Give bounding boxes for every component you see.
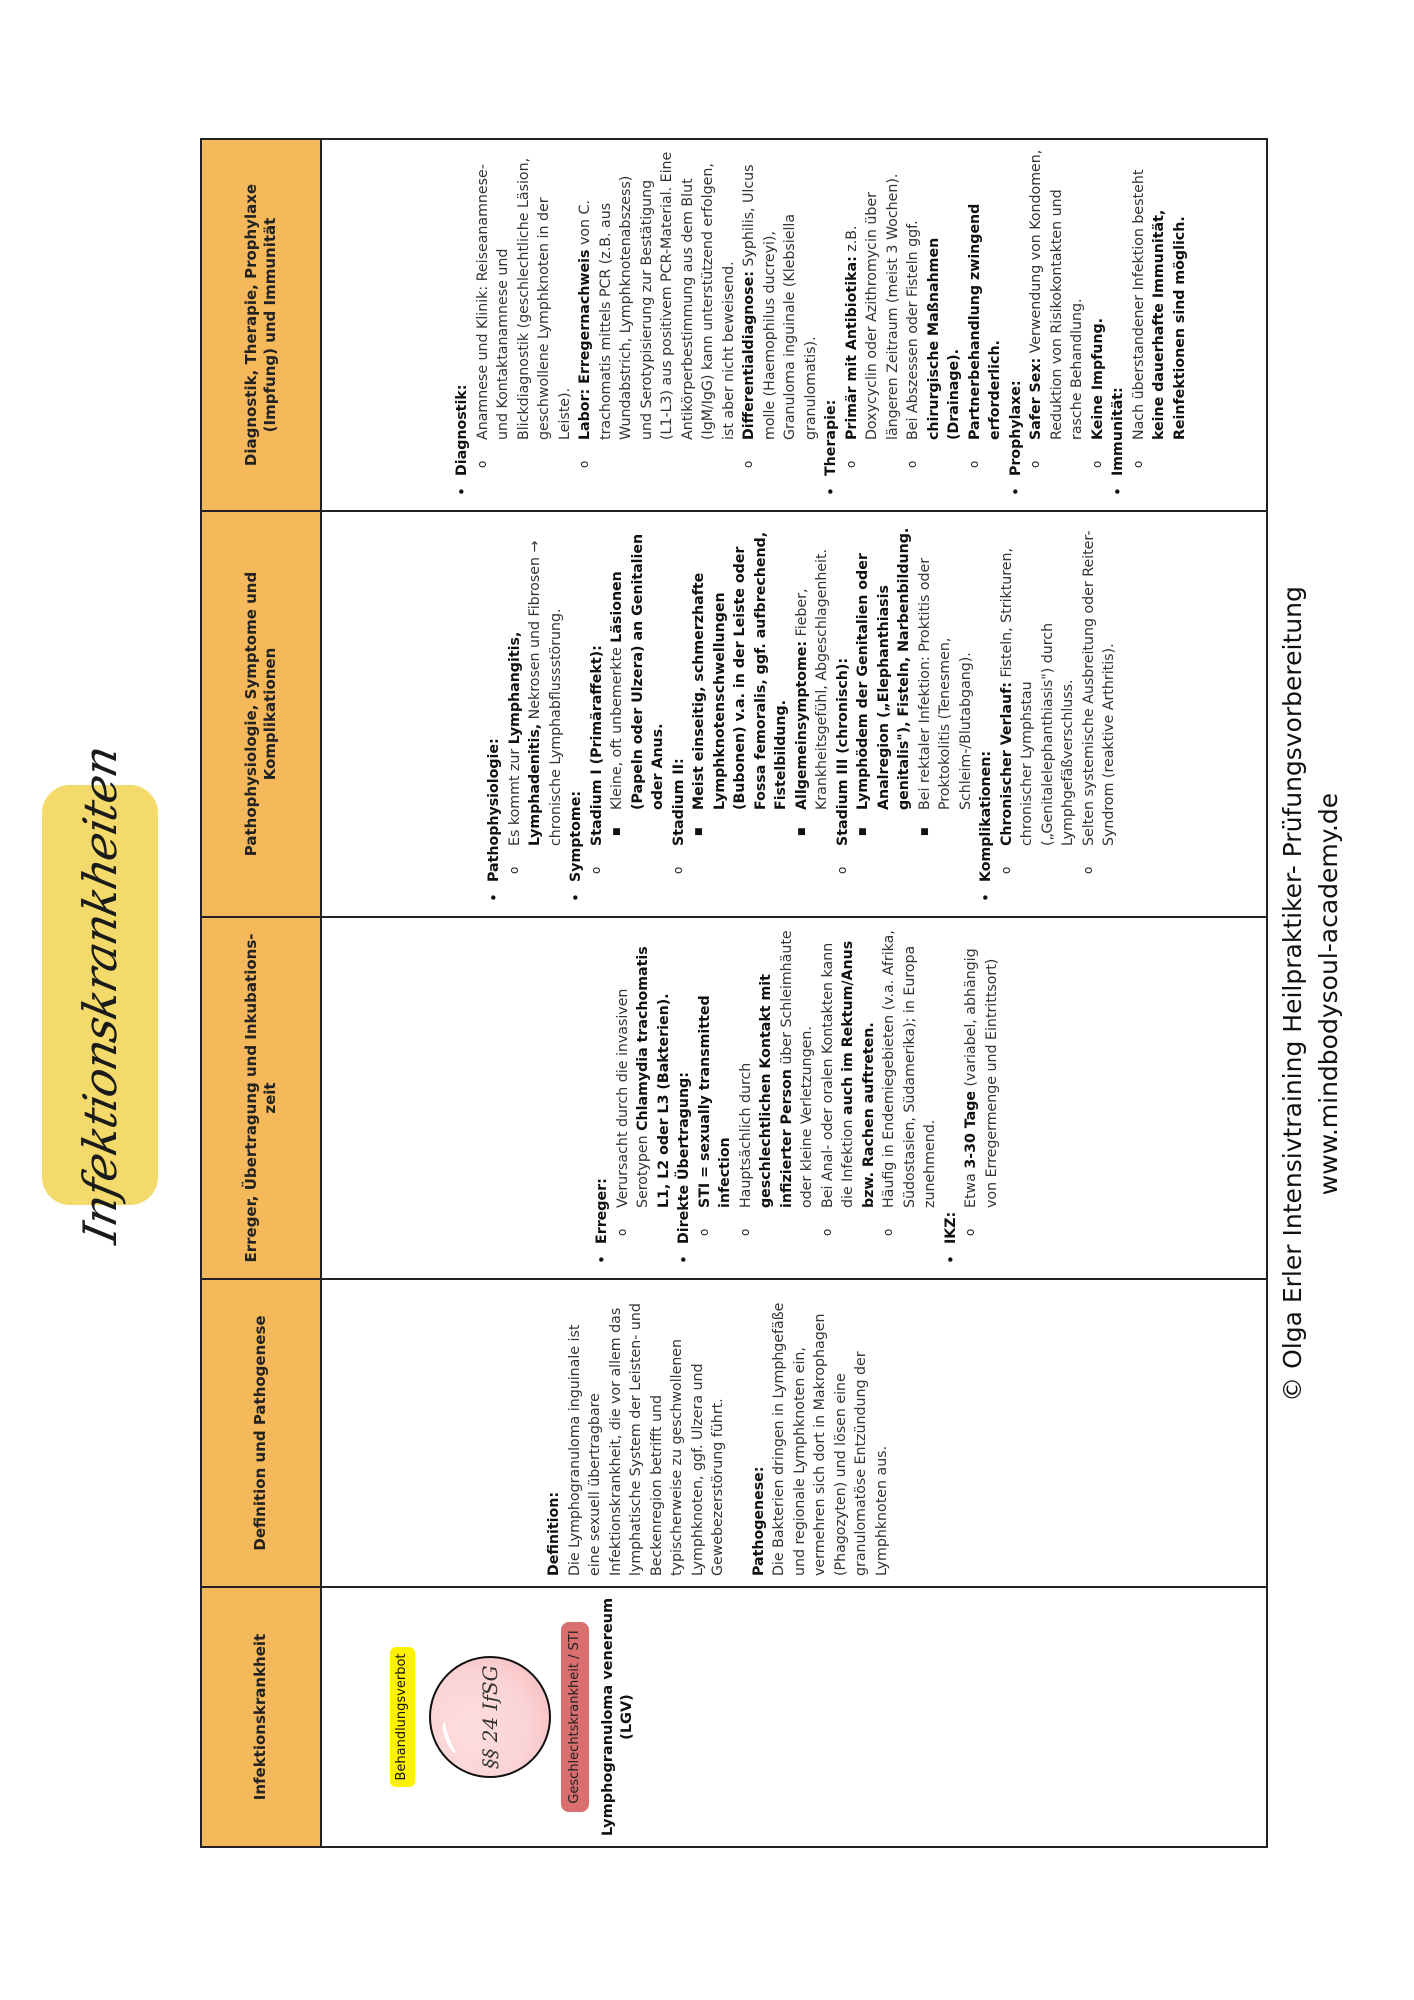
- list-item: o Stadium III (chronisch): ■ Lymphödem der Genitalien oder Analregion („Elephanthiasis genitalis"), Fisteln, Narbenbildung. ■ Bei rektaler Infektion: Proktitis oder Proktokolitis (Tenesmen, Schleim-/Blutabgang).: [833, 520, 977, 882]
- treatment-ban-badge: Behandlungsverbot: [390, 1647, 415, 1786]
- list-item: • Immunität: o Nach überstandener Infektion besteht keine dauerhafte Immunität, Reinfektionen sind möglich.: [1108, 148, 1190, 498]
- list-item: o Selten systemische Ausbreitung oder Reiter-Syndrom (reaktive Arthritis).: [1079, 520, 1120, 882]
- list-item: • Erreger: o Verursacht durch die invasiven Serotypen Chlamydia trachomatis L1, L2 oder L3 (Bakterien).: [592, 926, 674, 1266]
- ifsg-stamp-label: §§ 24 IfSG: [477, 1665, 502, 1769]
- table-header-row: [201, 139, 321, 1847]
- list-item: • Symptome: o Stadium I (Primäraffekt): ■ Kleine, oft unbemerkte Läsionen (Papeln oder Ulzera) an Genitalien oder Anus. o Stadium II: ■ Meist einseitig, schmerzhafte Lymphknotenschwellungen (Bubonen) v.a. in der Leiste oder Fossa femoralis, ggf. aufbrechend, Fistelbildung. ■ Allgemeinsymptome: Fieber, Krankheitsgefühl, Abgeschlagenheit. o Stadium III (chronisch): ■ Lymphödem der Genitalien oder Analregion („Elephanthiasis genitalis"), Fisteln, Narbenbildung. ■ Bei rektaler Infektion: Proktitis oder Proktokolitis (Tenesmen, Schleim-/Blutabgang).: [566, 520, 976, 904]
- list-item: • Direkte Übertragung: o STI = sexually transmitted infection o Hauptsächlich durch geschlechtlichen Kontakt mit infizierter Person über Schleimhäute oder kleine Verletzungen. o Bei Anal- oder oralen Kontakten kann die Infektion auch im Rektum/Anus bzw. Rachen auftreten. o Häufig in Endemiegebieten (v.a. Afrika, Südostasien, Südamerika); in Europa zunehmend.: [674, 926, 941, 1266]
- shine-highlight: [439, 1719, 462, 1755]
- list-item: o Partnerbehandlung zwingend erforderlich.: [965, 148, 1006, 476]
- definition-label: Definition:: [546, 1491, 562, 1576]
- sti-category-badge: Geschlechtskrankheit / STI: [561, 1622, 590, 1811]
- cell-disease: [321, 1587, 1267, 1847]
- ifsg-stamp-icon: [429, 1656, 551, 1778]
- list-item: • Komplikationen: o Chronischer Verlauf: Fisteln, Strikturen, chronischer Lymphstau („Genitalelephanthiasis") durch Lymphgefäßverschluss. o Selten systemische Ausbreitung oder Reiter-Syndrom (reaktive Arthritis).: [976, 520, 1120, 904]
- list-item: o Verursacht durch die invasiven Serotypen Chlamydia trachomatis L1, L2 oder L3 (Bakterien).: [613, 926, 675, 1244]
- website-link[interactable]: www.mindbodysoul-academy.de: [1314, 792, 1343, 1196]
- list-item: o Nach überstandener Infektion besteht keine dauerhafte Immunität, Reinfektionen sind möglich.: [1129, 148, 1191, 476]
- list-item: ■ Kleine, oft unbemerkte Läsionen (Papeln oder Ulzera) an Genitalien oder Anus.: [607, 520, 669, 846]
- cell-erreger: [321, 917, 1267, 1279]
- list-item: o Labor: Erregernachweis von C. trachomatis mittels PCR (z.B. aus Wundabstrich, Lymphknotenabszess) und Serotypisierung zur Bestätigung (L1-L3) aus positivem PCR-Material. Eine Antikörperbestimmung aus dem Blut (IgM/IgG) kann unterstützend erfolgen, ist aber nicht beweisend.: [575, 148, 739, 476]
- copyright-text: © Olga Erler Intensivtraining Heilpraktiker- Prüfungsvorbereitung: [1278, 586, 1307, 1402]
- list-item: • Pathophysiologie: o Es kommt zur Lymphangitis, Lymphadenitis, Nekrosen und Fibrosen → chronische Lymphabflussstörung.: [484, 520, 566, 904]
- list-item: o Chronischer Verlauf: Fisteln, Strikturen, chronischer Lymphstau („Genitalelephanthiasis") durch Lymphgefäßverschluss.: [997, 520, 1079, 882]
- list-item: ■ Bei rektaler Infektion: Proktitis oder Proktokolitis (Tenesmen, Schleim-/Blutabgang).: [915, 520, 977, 846]
- cell-diagnostik: [321, 139, 1267, 511]
- list-item: o Etwa 3-30 Tage (variabel, abhängig von Erregermenge und Eintrittsort): [961, 926, 1002, 1244]
- list-item: ■ Allgemeinsymptome: Fieber, Krankheitsgefühl, Abgeschlagenheit.: [792, 520, 833, 846]
- list-item: ■ Meist einseitig, schmerzhafte Lymphknotenschwellungen (Bubonen) v.a. in der Leiste oder Fossa femoralis, ggf. aufbrechend, Fistelbildung.: [689, 520, 792, 846]
- pathogenese-text: Die Bakterien dringen in Lymphgefäße und regionale Lymphknoten ein, vermehren sich dort in Makrophagen (Phagozyten) und lösen eine granulomatöse Entzündung der Lymphknoten aus.: [771, 1302, 890, 1576]
- list-item: o Anamnese und Klinik: Reiseanamnese- und Kontaktanamnese und Blickdiagnostik (geschlechtliche Läsion, geschwollene Lymphknoten in der Leiste).: [473, 148, 576, 476]
- table-row: [321, 139, 1267, 1847]
- list-item: ■ Lymphödem der Genitalien oder Analregion („Elephanthiasis genitalis"), Fisteln, Narbenbildung.: [853, 520, 915, 846]
- cell-definition: [321, 1279, 1267, 1587]
- header-definition: Definition und Pathogenese: [201, 1279, 321, 1587]
- list-item: o Bei Anal- oder oralen Kontakten kann die Infektion auch im Rektum/Anus bzw. Rachen auftreten.: [818, 926, 880, 1244]
- list-item: o Hauptsächlich durch geschlechtlichen Kontakt mit infizierter Person über Schleimhäute oder kleine Verletzungen.: [736, 926, 818, 1244]
- page-title: Infektionskrankheiten: [73, 741, 127, 1249]
- list-item: • Therapie: o Primär mit Antibiotika: z.B. Doxycyclin oder Azithromycin über längeren Zeitraum (meist 3 Wochen). o Bei Abszessen oder Fisteln ggf. chirurgische Maßnahmen (Drainage). o Partnerbehandlung zwingend erforderlich.: [821, 148, 1006, 498]
- cell-pathophysiologie: [321, 511, 1267, 917]
- list-item: o STI = sexually transmitted infection: [695, 926, 736, 1244]
- list-item: • Diagnostik: o Anamnese und Klinik: Reiseanamnese- und Kontaktanamnese und Blickdiagnostik (geschlechtliche Läsion, geschwollene Lymphknoten in der Leiste). o Labor: Erregernachweis von C. trachomatis mittels PCR (z.B. aus Wundabstrich, Lymphknotenabszess) und Serotypisierung zur Bestätigung (L1-L3) aus positivem PCR-Material. Eine Antikörperbestimmung aus dem Blut (IgM/IgG) kann unterstützend erfolgen, ist aber nicht beweisend. o Differentialdiagnose: Syphilis, Ulcus molle (Haemophilus ducreyi), Granuloma inguinale (Klebsiella granulomatis).: [452, 148, 821, 498]
- pathogenese-label: Pathogenese:: [750, 1466, 767, 1576]
- list-item: o Differentialdiagnose: Syphilis, Ulcus molle (Haemophilus ducreyi), Granuloma inguinale (Klebsiella granulomatis).: [739, 148, 821, 476]
- list-item: o Keine Impfung.: [1088, 148, 1109, 476]
- list-item: o Safer Sex: Verwendung von Kondomen, Reduktion von Risikokontakten und rasche Behandlung.: [1026, 148, 1088, 476]
- title-banner: [42, 741, 158, 1249]
- header-diagnostik: Diagnostik, Therapie, Prophylaxe (Impfung) und Immunität: [201, 139, 321, 511]
- definition-text: Die Lymphogranuloma inguinale ist eine sexuell übertragbare Infektionskrankheit, die vor allem das lymphatische System der Leisten- und Beckenregion betrifft und typischerweise zu geschwollenen Lymphknoten, ggf. Ulzera und Gewebezerstörung führt.: [566, 1303, 726, 1576]
- list-item: o Stadium I (Primäraffekt): ■ Kleine, oft unbemerkte Läsionen (Papeln oder Ulzera) an Genitalien oder Anus.: [587, 520, 669, 882]
- header-pathophysiologie: Pathophysiologie, Symptome und Komplikationen: [201, 511, 321, 917]
- list-item: o Bei Abszessen oder Fisteln ggf. chirurgische Maßnahmen (Drainage).: [903, 148, 965, 476]
- footer: [1275, 140, 1347, 1848]
- list-item: o Häufig in Endemiegebieten (v.a. Afrika, Südostasien, Südamerika); in Europa zunehmend.: [879, 926, 941, 1244]
- list-item: o Es kommt zur Lymphangitis, Lymphadenitis, Nekrosen und Fibrosen → chronische Lymphabflussstörung.: [505, 520, 567, 882]
- header-erreger: Erreger, Übertragung und Inkubations-zeit: [201, 917, 321, 1279]
- list-item: • Prophylaxe: o Safer Sex: Verwendung von Kondomen, Reduktion von Risikokontakten und rasche Behandlung. o Keine Impfung.: [1006, 148, 1109, 498]
- list-item: • IKZ: o Etwa 3-30 Tage (variabel, abhängig von Erregermenge und Eintrittsort): [941, 926, 1003, 1266]
- disease-name: Lymphogranuloma venereum (LGV): [600, 1597, 635, 1837]
- list-item: o Stadium II: ■ Meist einseitig, schmerzhafte Lymphknotenschwellungen (Bubonen) v.a. in der Leiste oder Fossa femoralis, ggf. aufbrechend, Fistelbildung. ■ Allgemeinsymptome: Fieber, Krankheitsgefühl, Abgeschlagenheit.: [669, 520, 833, 882]
- header-infektionskrankheit: Infektionskrankheit: [201, 1587, 321, 1847]
- disease-table: [200, 138, 1268, 1848]
- list-item: o Primär mit Antibiotika: z.B. Doxycyclin oder Azithromycin über längeren Zeitraum (meist 3 Wochen).: [842, 148, 904, 476]
